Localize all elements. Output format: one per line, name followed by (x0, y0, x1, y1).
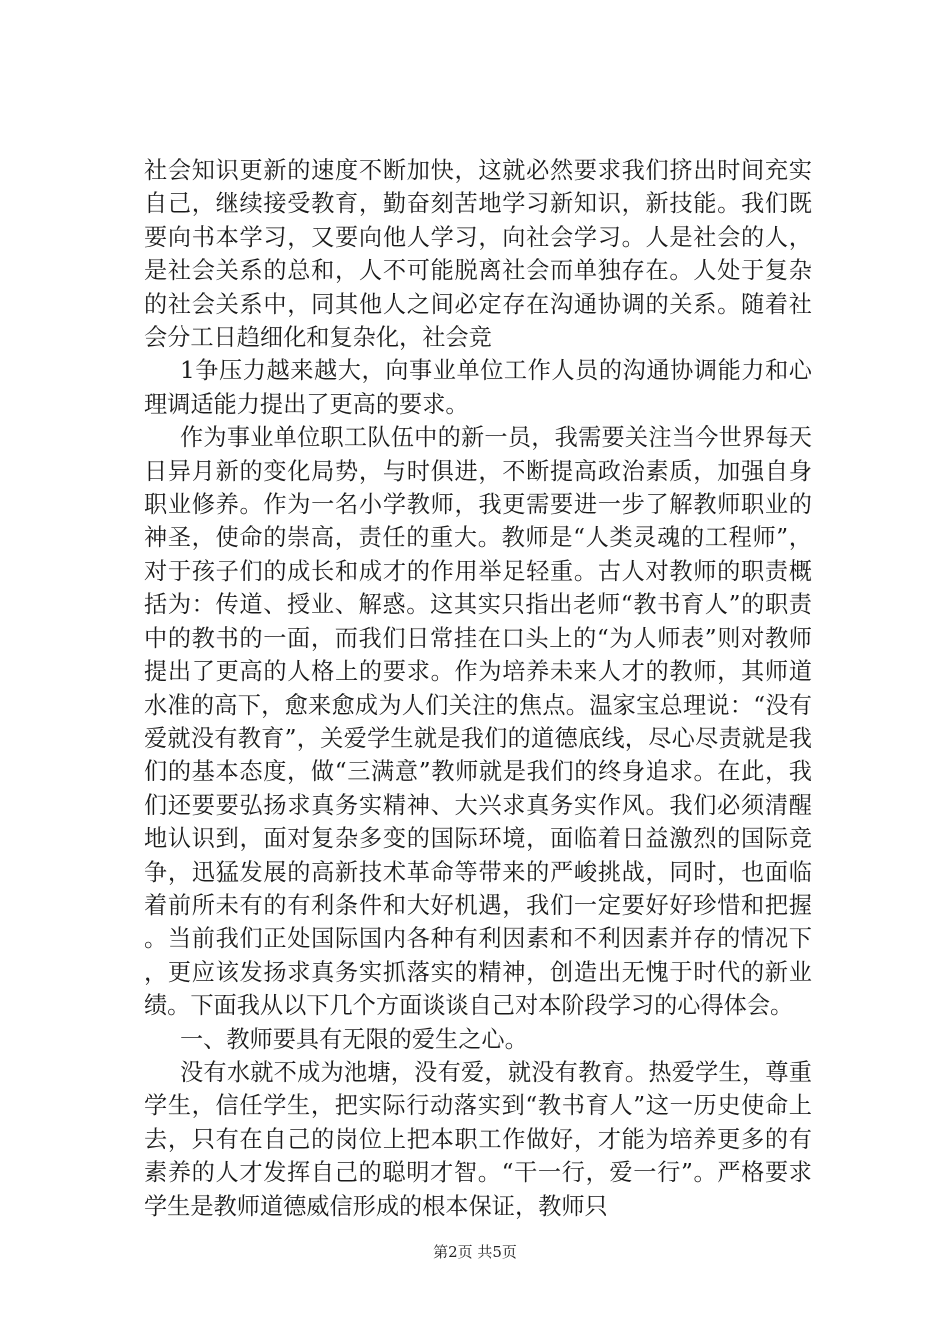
paragraph-1: 社会知识更新的速度不断加快，这就必然要求我们挤出时间充实自己，继续接受教育，勤奋刻苦地学习新知识，新技能。我们既要向书本学习，又要向他人学习，向社会学习。人是社会的人，是社会关系的总和，人不可能脱离社会而单独存在。人处于复杂的社会关系中，同其他人之间必定存在沟通协调的关系。随着社会分工日趋细化和复杂化，社会竞 (144, 157, 812, 352)
page-number-footer: 第2页 共5页 (433, 1243, 517, 1261)
paragraph-2: 1争压力越来越大，向事业单位工作人员的沟通协调能力和心理调适能力提出了更高的要求。 (144, 357, 812, 418)
document-body (144, 154, 812, 1223)
paragraph-3: 作为事业单位职工队伍中的新一员，我需要关注当今世界每天日异月新的变化局势，与时俱进，不断提高政治素质，加强自身职业修养。作为一名小学教师，我更需要进一步了解教师职业的神圣，使命的崇高，责任的重大。教师是“人类灵魂的工程师”，对于孩子们的成长和成才的作用举足轻重。古人对教师的职责概括为：传道、授业、解惑。这其实只指出老师“教书育人”的职责中的教书的一面，而我们日常挂在口头上的“为人师表”则对教师提出了更高的人格上的要求。作为培养未来人才的教师，其师道水准的高下，愈来愈成为人们关注的焦点。温家宝总理说：“没有爱就没有教育”，关爱学生就是我们的道德底线，尽心尽责就是我们的基本态度，做“三满意”教师就是我们的终身追求。在此，我们还要要弘扬求真务实精神、大兴求真务实作风。我们必须清醒地认识到，面对复杂多变的国际环境，面临着日益激烈的国际竞争，迅猛发展的高新技术革命等带来的严峻挑战，同时，也面临着前所未有的有利条件和大好机遇，我们一定要好好珍惜和把握。当前我们正处国际国内各种有利因素和不利因素并存的情况下，更应该发扬求真务实抓落实的精神，创造出无愧于时代的新业绩。下面我从以下几个方面谈谈自己对本阶段学习的心得体会。 (144, 424, 812, 1020)
paragraph-5: 没有水就不成为池塘，没有爱，就没有教育。热爱学生，尊重学生，信任学生，把实际行动落实到“教书育人”这一历史使命上去，只有在自己的岗位上把本职工作做好，才能为培养更多的有素养的人才发挥自己的聪明才智。“干一行，爱一行”。严格要求学生是教师道德威信形成的根本保证，教师只 (144, 1058, 812, 1220)
section-heading-1: 一、教师要具有无限的爱生之心。 (180, 1025, 528, 1053)
